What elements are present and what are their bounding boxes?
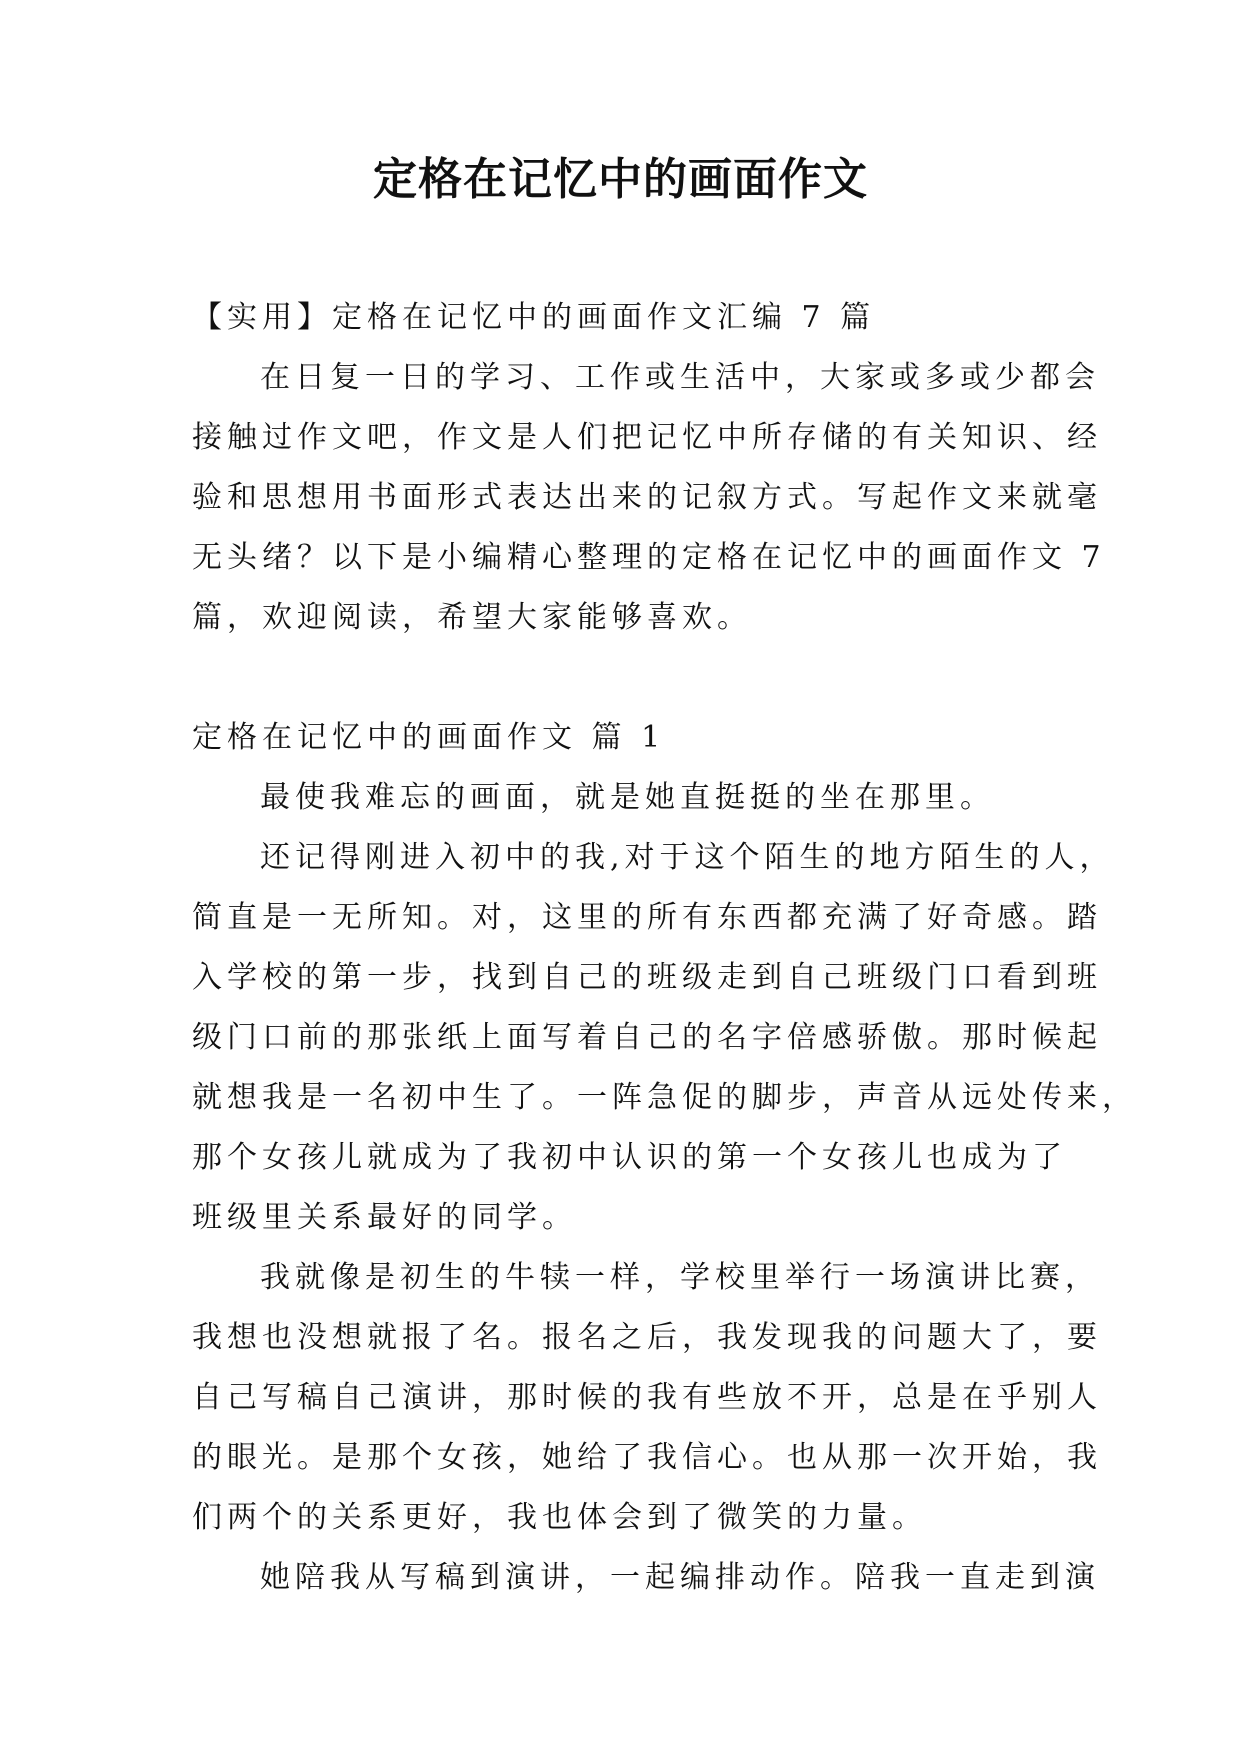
document-title: 定格在记忆中的画面作文 — [373, 154, 868, 205]
subtitle-line: 【实用】定格在记忆中的画面作文汇编 7 篇 — [192, 300, 876, 335]
body-line: 自己写稿自己演讲，那时候的我有些放不开，总是在乎别人 — [192, 1380, 1102, 1415]
section-heading: 定格在记忆中的画面作文 篇 1 — [192, 720, 666, 755]
intro-line: 篇，欢迎阅读，希望大家能够喜欢。 — [192, 600, 752, 635]
body-line: 还记得刚进入初中的我,对于这个陌生的地方陌生的人， — [260, 840, 1115, 875]
intro-line: 在日复一日的学习、工作或生活中，大家或多或少都会 — [260, 360, 1100, 395]
body-line: 的眼光。是那个女孩，她给了我信心。也从那一次开始，我 — [192, 1440, 1102, 1475]
body-line: 我想也没想就报了名。报名之后，我发现我的问题大了，要 — [192, 1320, 1102, 1355]
paragraph-gap — [192, 648, 1052, 708]
body-line: 简直是一无所知。对，这里的所有东西都充满了好奇感。踏 — [192, 900, 1102, 935]
intro-line: 验和思想用书面形式表达出来的记叙方式。写起作文来就毫 — [192, 480, 1102, 515]
body-line: 我就像是初生的牛犊一样，学校里举行一场演讲比赛， — [260, 1260, 1100, 1295]
body-line: 那个女孩儿就成为了我初中认识的第一个女孩儿也成为了 — [192, 1140, 1067, 1175]
body-line: 级门口前的那张纸上面写着自己的名字倍感骄傲。那时候起 — [192, 1020, 1102, 1055]
body-line: 她陪我从写稿到演讲，一起编排动作。陪我一直走到演 — [260, 1560, 1100, 1595]
body-line: 最使我难忘的画面，就是她直挺挺的坐在那里。 — [260, 780, 995, 815]
body-line: 入学校的第一步，找到自己的班级走到自己班级门口看到班 — [192, 960, 1102, 995]
intro-line: 接触过作文吧，作文是人们把记忆中所存储的有关知识、经 — [192, 420, 1102, 455]
body-line: 班级里关系最好的同学。 — [192, 1200, 577, 1235]
document-body — [192, 288, 1137, 1608]
body-line: 就想我是一名初中生了。一阵急促的脚步，声音从远处传来， — [192, 1080, 1137, 1115]
body-line: 们两个的关系更好，我也体会到了微笑的力量。 — [192, 1500, 927, 1535]
intro-line: 无头绪？以下是小编精心整理的定格在记忆中的画面作文 7 — [192, 540, 1106, 575]
